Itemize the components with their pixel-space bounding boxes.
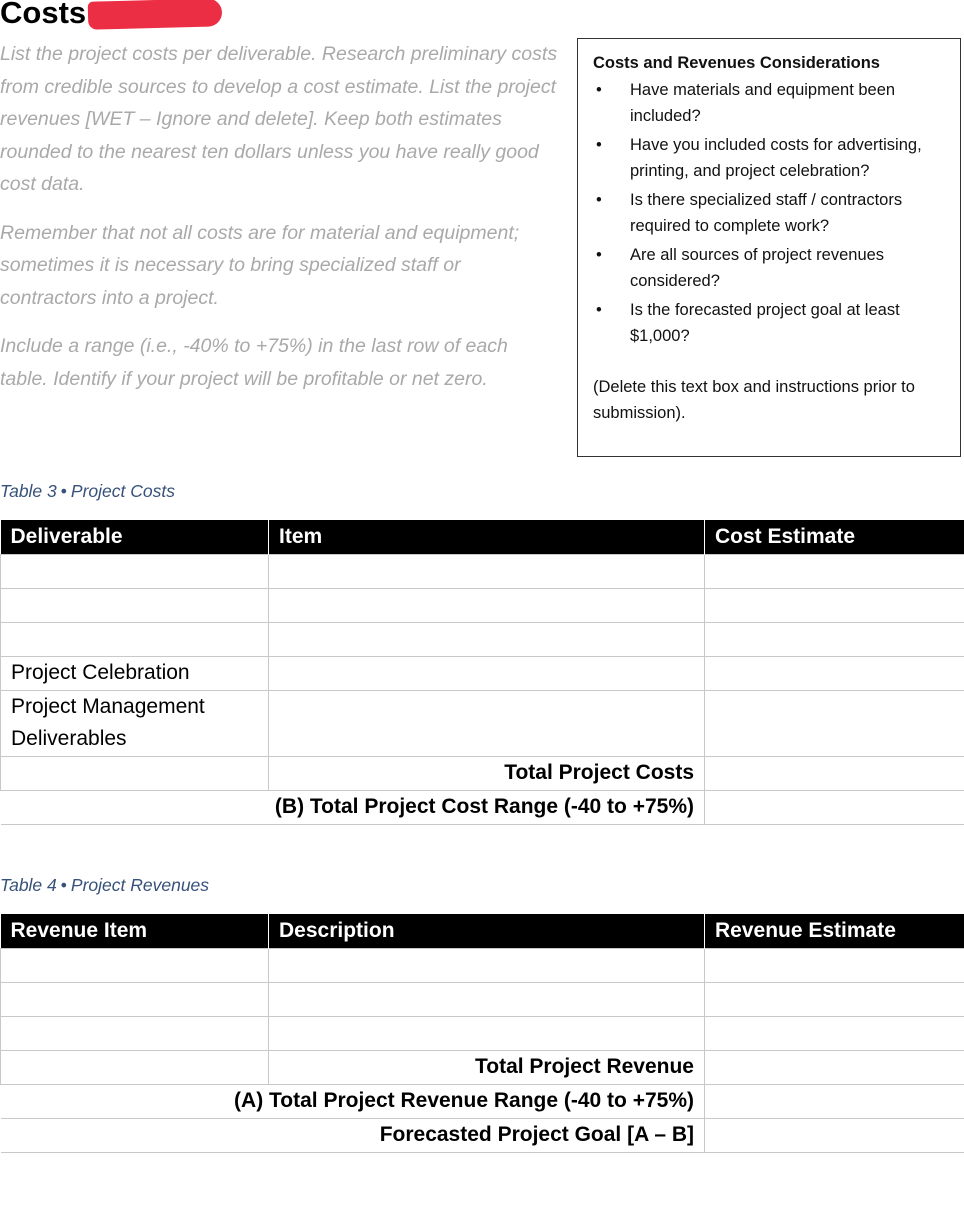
header-item: Item [269,520,705,554]
header-description: Description [269,914,705,948]
table-row [1,1016,964,1050]
considerations-item-text: Is the forecasted project goal at least $1,000? [630,301,900,345]
page-title: Costs [0,0,87,30]
total-project-costs-value[interactable] [705,756,964,790]
table-row [1,982,964,1016]
table-row [1,554,964,588]
total-revenue-row [1,1050,964,1084]
bullet-icon: • [596,136,602,154]
forecasted-goal-row [1,1118,964,1152]
total-cost-range-label: (B) Total Project Cost Range (-40 to +75%) [1,790,705,824]
cost-estimate-cell[interactable] [705,690,964,756]
total-cost-range-value[interactable] [705,790,964,824]
considerations-note: (Delete this text box and instructions prior to submission). [593,378,915,422]
forecasted-project-goal-label: Forecasted Project Goal [A – B] [1,1118,705,1152]
revenue-estimate-cell[interactable] [705,1016,964,1050]
considerations-item [593,132,948,184]
item-cell[interactable] [269,622,705,656]
deliverable-cell[interactable]: Project Management Deliverables [1,690,269,756]
header-deliverable: Deliverable [1,520,269,554]
item-cell[interactable] [269,554,705,588]
blank-cell [1,756,269,790]
table-header-row [1,914,964,948]
total-revenue-range-label: (A) Total Project Revenue Range (-40 to +75%) [1,1084,705,1118]
item-cell[interactable] [269,690,705,756]
table-row [1,948,964,982]
table4-caption-title: Project Revenues [70,875,210,895]
considerations-item [593,77,948,129]
bullet-icon: • [596,191,602,209]
table-row [1,622,964,656]
total-project-costs-label: Total Project Costs [269,756,705,790]
deliverable-cell[interactable] [1,554,269,588]
revenue-item-cell[interactable] [1,948,269,982]
considerations-item-text: Are all sources of project revenues considered? [630,246,885,290]
deliverable-cell[interactable] [1,622,269,656]
instructions-paragraph-3: Include a range (i.e., -40% to +75%) in the last row of each table. Identify if your project will be profitable or net zero. [0,335,508,390]
cost-range-row [1,790,964,824]
item-cell[interactable] [269,588,705,622]
project-revenues-table [0,914,964,1153]
total-project-revenue-value[interactable] [705,1050,964,1084]
considerations-list [593,77,948,349]
bullet-icon: • [596,301,602,319]
header-cost-estimate: Cost Estimate [705,520,964,554]
considerations-item [593,242,948,294]
considerations-item-text: Have materials and equipment been included? [630,81,896,125]
revenue-item-cell[interactable] [1,982,269,1016]
revenue-estimate-cell[interactable] [705,982,964,1016]
instructions [0,38,560,411]
deliverable-cell[interactable]: Project Celebration [1,656,269,690]
revenue-range-row [1,1084,964,1118]
instructions-paragraph-1: List the project costs per deliverable. Research preliminary costs from credible sources to develop a cost estimate. List the project revenues [WET – Ignore and delete]. Keep both estimates rounded to the nearest ten dollars unless you have really good cost data. [0,43,558,195]
considerations-title: Costs and Revenues Considerations [593,54,880,72]
caption-separator: • [60,875,67,895]
redaction-mark [88,0,223,30]
cost-estimate-cell[interactable] [705,656,964,690]
total-costs-row [1,756,964,790]
considerations-item [593,297,948,349]
description-cell[interactable] [269,948,705,982]
table4-caption [0,875,209,896]
header-revenue-estimate: Revenue Estimate [705,914,964,948]
bullet-icon: • [596,81,602,99]
description-cell[interactable] [269,1016,705,1050]
item-cell[interactable] [269,656,705,690]
bullet-icon: • [596,246,602,264]
table3-caption [0,481,175,502]
blank-cell [1,1050,269,1084]
table3-caption-title: Project Costs [70,481,175,501]
caption-separator: • [60,481,67,501]
considerations-item-text: Is there specialized staff / contractors required to complete work? [630,191,903,235]
table4-caption-label: Table 4 [0,875,57,895]
cost-estimate-cell[interactable] [705,554,964,588]
total-project-revenue-label: Total Project Revenue [269,1050,705,1084]
description-cell[interactable] [269,982,705,1016]
project-costs-table [0,520,964,825]
considerations-item-text: Have you included costs for advertising, printing, and project celebration? [630,136,922,180]
total-revenue-range-value[interactable] [705,1084,964,1118]
table3-caption-label: Table 3 [0,481,57,501]
forecasted-project-goal-value[interactable] [705,1118,964,1152]
deliverable-cell[interactable] [1,588,269,622]
table-row [1,588,964,622]
revenue-estimate-cell[interactable] [705,948,964,982]
header-revenue-item: Revenue Item [1,914,269,948]
cost-estimate-cell[interactable] [705,588,964,622]
table-row [1,656,964,690]
table-header-row [1,520,964,554]
revenue-item-cell[interactable] [1,1016,269,1050]
cost-estimate-cell[interactable] [705,622,964,656]
considerations-item [593,187,948,239]
considerations-textbox[interactable] [577,38,961,457]
instructions-paragraph-2: Remember that not all costs are for material and equipment; sometimes it is necessary to bring specialized staff or contractors into a project. [0,221,520,309]
table-row [1,690,964,756]
